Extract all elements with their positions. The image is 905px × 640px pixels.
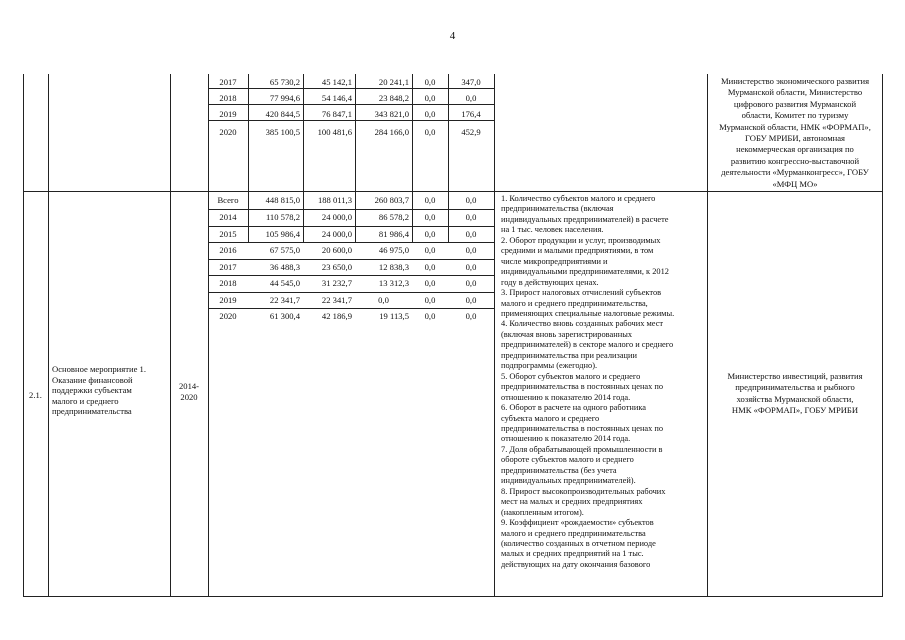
amount-cell: 0,0 xyxy=(465,278,477,288)
amount-cell: 0,0 xyxy=(424,212,436,222)
row-divider xyxy=(208,308,494,309)
indicator-line: обороте субъектов малого и среднего xyxy=(501,455,634,465)
indicator-line: 1. Количество субъектов малого и среднего xyxy=(501,194,656,203)
measure-number: 2.1. xyxy=(29,390,42,400)
year-cell: 2016 xyxy=(219,245,237,255)
amount-cell: 105 986,4 xyxy=(265,229,300,239)
year-cell: Всего xyxy=(217,195,239,205)
indicator-line: предпринимательства в постоянных ценах по xyxy=(501,423,664,433)
amount-cell: 54 146,4 xyxy=(321,93,352,103)
amount-cell: 0,0 xyxy=(424,278,436,288)
amount-cell: 65 730,2 xyxy=(269,77,300,87)
row-divider xyxy=(208,120,494,121)
amount-cell: 36 488,3 xyxy=(269,262,300,272)
amount-cell: 31 232,7 xyxy=(321,278,352,288)
measure-name-line: поддержки субъектам xyxy=(52,385,132,396)
top-executor-text xyxy=(709,76,881,190)
amount-cell: 0,0 xyxy=(424,311,436,321)
year-cell: 2017 xyxy=(219,77,237,87)
year-cell: 2019 xyxy=(219,109,237,119)
column-divider xyxy=(170,74,171,597)
amount-cell: 0,0 xyxy=(465,245,477,255)
amount-cell: 0,0 xyxy=(465,295,477,305)
amount-cell: 110 578,2 xyxy=(265,212,300,222)
executor-line: ГОБУ МРИБИ, автономная xyxy=(744,133,846,144)
indicator-line: мест на малых и средних предприятиях xyxy=(501,497,643,507)
amount-cell: 420 844,5 xyxy=(265,109,300,119)
indicator-line: отношению к показателю 2014 года. xyxy=(501,392,631,402)
amount-cell: 20 241,1 xyxy=(378,77,409,87)
amount-cell: 0,0 xyxy=(465,229,477,239)
amount-cell: 24 000,0 xyxy=(321,229,352,239)
amount-cell: 0,0 xyxy=(424,262,436,272)
amount-cell: 0,0 xyxy=(465,311,477,321)
executor-line: цифрового развития Мурманской xyxy=(733,98,857,109)
indicator-line: отношению к показателю 2014 года. xyxy=(501,434,631,444)
indicator-line: на 1 тыс. человек населения. xyxy=(501,225,604,235)
amount-cell: 22 341,7 xyxy=(321,295,352,305)
amount-cell: 0,0 xyxy=(465,212,477,222)
indicator-line: предпринимательства (без учета xyxy=(501,465,617,475)
amount-cell: 0,0 xyxy=(424,127,436,137)
indicator-line: предпринимательства в постоянных ценах по xyxy=(501,382,664,392)
indicator-line: малого и среднего предпринимательства, xyxy=(501,298,648,308)
executor-line: области, Комитет по туризму xyxy=(741,110,849,121)
section-divider xyxy=(23,191,883,192)
amount-cell: 24 000,0 xyxy=(321,212,352,222)
measure-name-line: Основное мероприятие 1. xyxy=(52,364,146,374)
indicator-line: 5. Оборот субъектов малого и среднего xyxy=(501,371,641,381)
amount-cell: 12 838,3 xyxy=(378,262,409,272)
indicator-line: индивидуальных предпринимателей). xyxy=(501,476,636,486)
indicator-line: 4. Количество вновь созданных рабочих мест xyxy=(501,319,664,329)
measure-period xyxy=(170,381,208,402)
amount-cell: 0,0 xyxy=(424,77,436,87)
executor-line: Мурманской области, Министерство xyxy=(727,87,863,98)
amount-cell: 77 994,6 xyxy=(269,93,300,103)
amount-cell: 0,0 xyxy=(424,195,436,205)
amount-cell: 0,0 xyxy=(465,195,477,205)
year-cell: 2017 xyxy=(219,262,237,272)
indicator-line: 6. Оборот в расчете на одного работника xyxy=(501,403,646,413)
amount-cell: 347,0 xyxy=(461,77,481,87)
executor-line: Мурманской области, НМК «ФОРМАП», xyxy=(719,121,871,132)
amount-cell: 284 166,0 xyxy=(374,127,409,137)
amount-cell: 452,9 xyxy=(461,127,481,137)
amount-cell: 81 986,4 xyxy=(378,229,409,239)
indicator-line: (количество созданных в отчетном периоде xyxy=(501,538,656,548)
executor-line: некоммерческая организация по xyxy=(736,144,854,155)
executor-line: НМК «ФОРМАП», ГОБУ МРИБИ xyxy=(731,405,859,416)
indicator-line: 8. Прирост высокопроизводительных рабочих xyxy=(501,486,666,496)
executor-line: Министерство инвестиций, развития xyxy=(727,371,863,381)
measure-name-line: Оказание финансовой xyxy=(52,374,133,385)
indicator-line: числе микропредприятиями и xyxy=(501,256,608,266)
amount-cell: 188 011,3 xyxy=(317,195,352,205)
amount-cell: 448 815,0 xyxy=(265,195,300,205)
amount-cell: 0,0 xyxy=(465,262,477,272)
amount-cell: 86 578,2 xyxy=(378,212,409,222)
executor-line: предпринимательства и рыбного xyxy=(735,382,855,393)
row-divider xyxy=(208,104,494,105)
amount-cell: 22 341,7 xyxy=(269,295,300,305)
executor-line: деятельности «Мурманконгресс», ГОБУ xyxy=(721,167,869,178)
indicator-line: применяющих специальные налоговые режимы. xyxy=(501,308,675,318)
executor-line: развитию конгрессно-выставочной xyxy=(730,155,860,166)
indicator-line: индивидуальными предпринимателями, к 2012 xyxy=(501,267,669,277)
amount-cell: 260 803,7 xyxy=(374,195,409,205)
column-divider xyxy=(494,74,495,597)
indicator-line: (включая вновь зарегистрированных xyxy=(501,329,633,339)
amount-cell: 0,0 xyxy=(424,109,436,119)
year-cell: 2014 xyxy=(219,212,237,222)
page-number: 4 xyxy=(449,30,456,42)
indicator-line: предпринимателей) в секторе малого и среднего xyxy=(501,340,674,350)
indicator-line: 7. Доля обрабатывающей промышленности в xyxy=(501,444,663,454)
amount-cell: 176,4 xyxy=(461,109,481,119)
amount-cell: 13 312,3 xyxy=(378,278,409,288)
indicator-line: действующих на дату окончания базового xyxy=(501,559,651,569)
indicator-line: субъекта малого и среднего xyxy=(501,413,600,423)
amount-cell: 0,0 xyxy=(465,93,477,103)
year-cell: 2020 xyxy=(219,127,237,137)
indicator-line: 2. Оборот продукции и услуг, производимых xyxy=(501,235,661,245)
executor-line: «МФЦ МО» xyxy=(772,178,818,189)
amount-cell: 42 186,9 xyxy=(321,311,352,321)
amount-cell: 20 600,0 xyxy=(321,245,352,255)
period-line: 2014- xyxy=(178,381,200,391)
measure-name xyxy=(52,364,170,417)
amount-cell: 0,0 xyxy=(424,245,436,255)
amount-cell: 343 821,0 xyxy=(374,109,409,119)
amount-cell: 76 847,1 xyxy=(321,109,352,119)
indicator-line: малого и среднего предпринимательства xyxy=(501,528,646,538)
indicator-line: (накопленным итогом). xyxy=(501,507,584,517)
column-divider xyxy=(48,74,49,597)
measure-name-line: малого и среднего xyxy=(52,395,119,406)
indicator-line: средними и малыми предприятиями, в том xyxy=(501,246,654,256)
amount-cell: 46 975,0 xyxy=(378,245,409,255)
indicator-line: малых и средних предприятий на 1 тыс. xyxy=(501,549,644,559)
amount-cell: 0,0 xyxy=(424,93,436,103)
bottom-executor-text xyxy=(709,371,881,417)
amount-cell: 45 142,1 xyxy=(321,77,352,87)
amount-cell: 0,0 xyxy=(424,295,436,305)
year-cell: 2019 xyxy=(219,295,237,305)
row-divider xyxy=(208,259,494,260)
program-table xyxy=(23,74,883,597)
indicator-line: 3. Прирост налоговых отчислений субъектов xyxy=(501,288,662,298)
table-border-left xyxy=(23,74,24,597)
row-divider xyxy=(208,88,494,89)
amount-cell: 385 100,5 xyxy=(265,127,300,137)
indicator-line: предпринимательства при реализации xyxy=(501,350,637,360)
table-border-bottom xyxy=(23,596,883,597)
period-line: 2020 xyxy=(180,391,198,402)
row-divider xyxy=(208,226,494,227)
amount-cell: 23 650,0 xyxy=(321,262,352,272)
year-cell: 2015 xyxy=(219,229,237,239)
indicator-line: индивидуальных предпринимателей) в расчете xyxy=(501,214,669,224)
row-divider xyxy=(208,209,494,210)
amount-cell: 0,0 xyxy=(424,229,436,239)
indicator-line: году в действующих ценах. xyxy=(501,277,599,287)
executor-line: Министерство экономического развития xyxy=(720,76,870,86)
amount-cell: 67 575,0 xyxy=(269,245,300,255)
amount-cell: 19 113,5 xyxy=(379,311,409,321)
row-divider xyxy=(208,292,494,293)
amount-cell: 61 300,4 xyxy=(269,311,300,321)
amount-cell: 23 848,2 xyxy=(378,93,409,103)
executor-line: хозяйства Мурманской области, xyxy=(736,393,854,404)
table-border-right xyxy=(882,74,883,597)
row-divider xyxy=(208,275,494,276)
amount-cell: 44 545,0 xyxy=(269,278,300,288)
indicator-line: 9. Коэффициент «рождаемости» субъектов xyxy=(501,518,654,528)
amount-cell: 0,0 xyxy=(378,295,389,305)
measure-name-line: предпринимательства xyxy=(52,406,132,417)
amount-cell: 100 481,6 xyxy=(317,127,352,137)
year-cell: 2018 xyxy=(219,278,237,288)
indicator-line: предпринимательства (включая xyxy=(501,204,614,214)
year-cell: 2020 xyxy=(219,311,237,321)
row-divider xyxy=(208,242,494,243)
indicator-line: подпрограммы (ежегодно). xyxy=(501,361,598,371)
column-divider xyxy=(208,74,209,597)
year-cell: 2018 xyxy=(219,93,237,103)
indicators-list xyxy=(501,194,716,570)
